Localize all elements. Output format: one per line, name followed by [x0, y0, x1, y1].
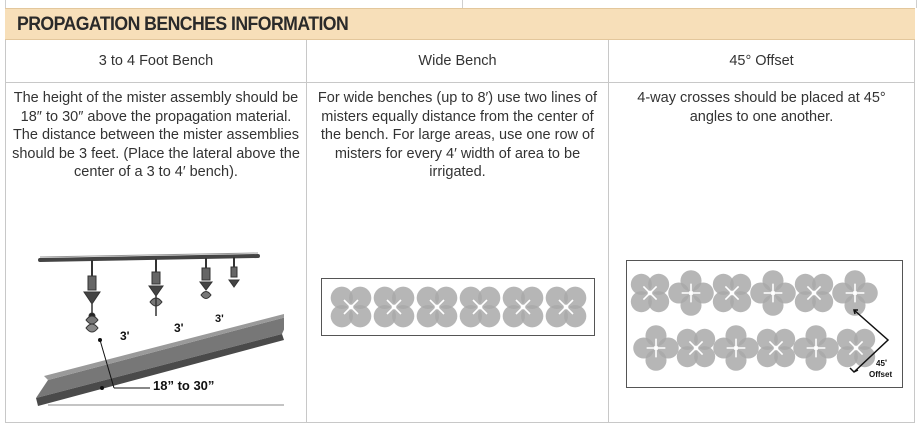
benches-table [5, 40, 915, 423]
column-description: For wide benches (up to 8′) use two lines of misters equally distance from the center of the bench. For large areas, use one row of misters for every 4′ width of area to be irrigated. [317, 90, 598, 181]
spacing-label: 3' [120, 329, 130, 343]
wide-bench-pattern-illustration [321, 278, 595, 336]
top-rule [0, 0, 922, 8]
bench-mister-illustration [34, 240, 284, 410]
column-heading: 45° Offset [609, 40, 914, 83]
spacing-label: 3' [174, 321, 184, 335]
column-heading: Wide Bench [307, 40, 608, 83]
height-range-label: 18” to 30” [153, 378, 215, 393]
section-title: PROPAGATION BENCHES INFORMATION [17, 14, 349, 35]
offset-pattern-illustration [626, 260, 903, 388]
spacing-label: 3' [215, 313, 224, 325]
offset-label: Offset [869, 370, 893, 379]
column-description: 4-way crosses should be placed at 45° angles to one another. [637, 90, 886, 125]
section-header [5, 8, 915, 40]
column-3-to-4-foot-bench [5, 40, 306, 423]
column-wide-bench [306, 40, 608, 423]
column-45-offset [608, 40, 915, 423]
column-heading: 3 to 4 Foot Bench [6, 40, 306, 83]
angle-label: 45˚ [876, 359, 888, 368]
column-description: The height of the mister assembly should be 18″ to 30″ above the propagation material. The distance between the mister assemblies should be 3 feet. (Place the lateral above the center of a 3 to 4′ bench). [12, 90, 300, 181]
